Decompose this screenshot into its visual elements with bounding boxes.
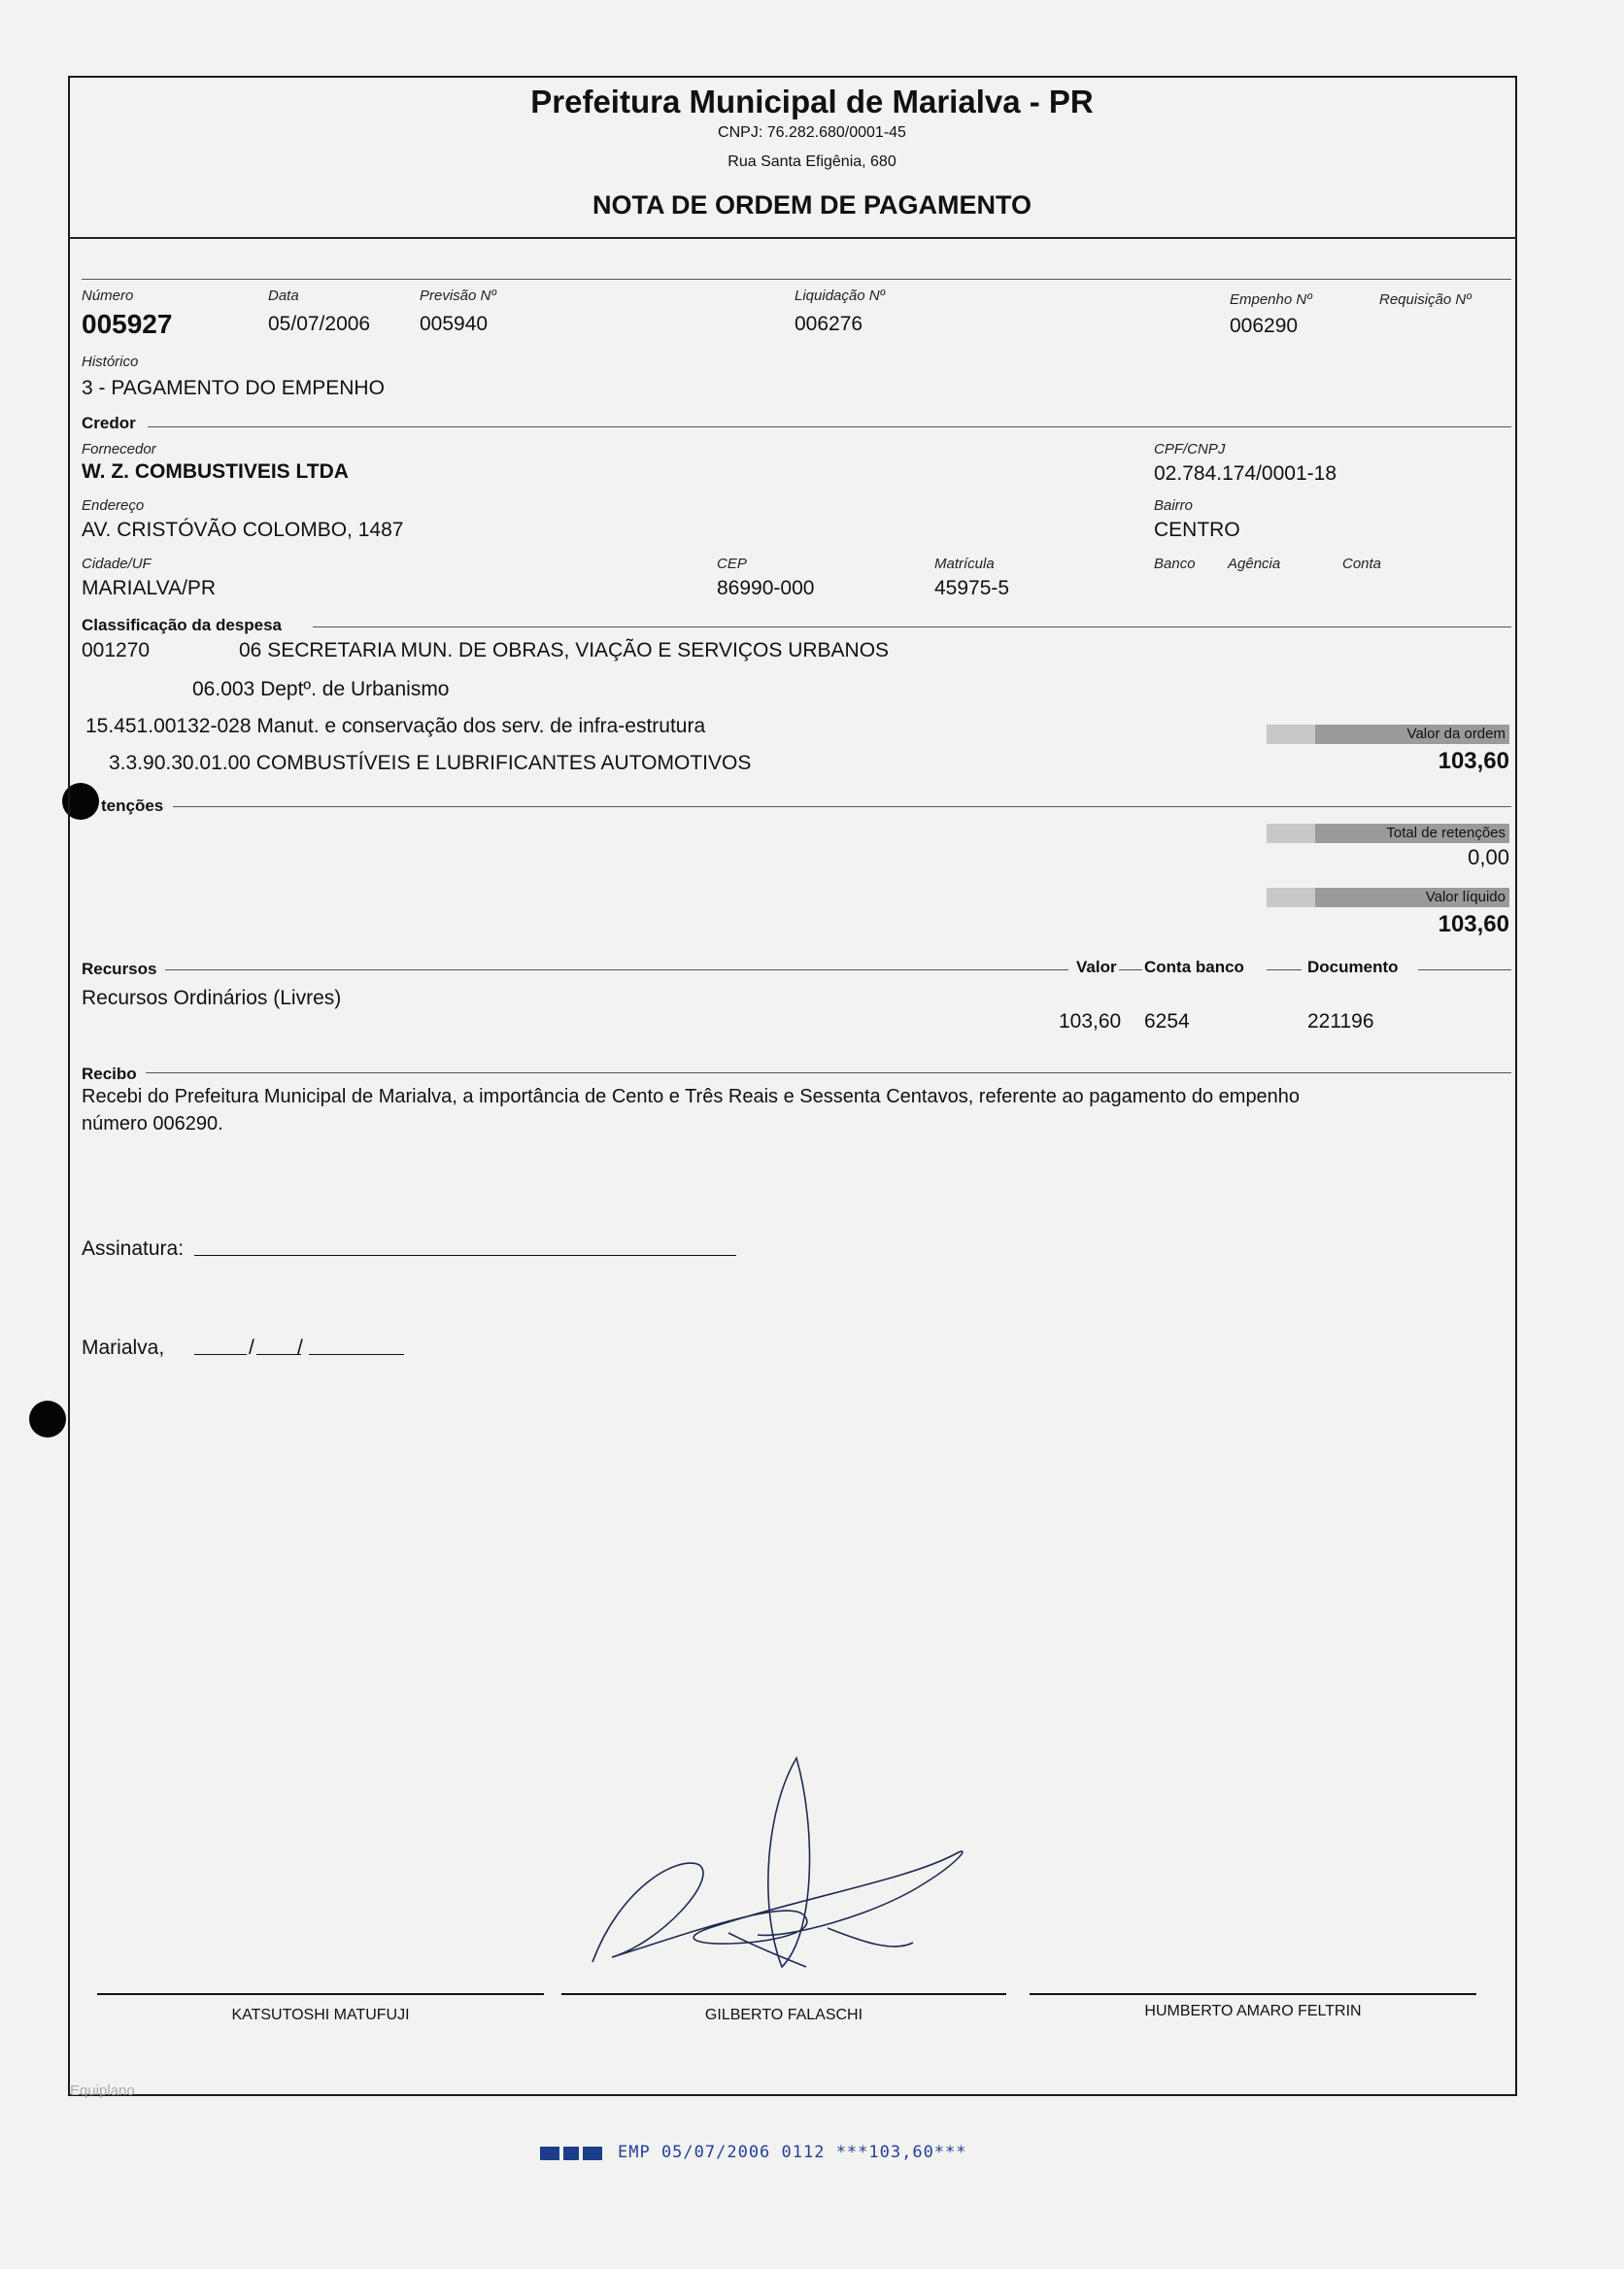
credor-divider <box>148 426 1511 427</box>
historico-label: Histórico <box>82 354 139 370</box>
valor-liquido-label: Valor líquido <box>1425 889 1506 905</box>
recibo-divider <box>146 1072 1511 1073</box>
valor-ordem-bar <box>1267 725 1509 744</box>
previsao-value: 005940 <box>420 313 489 335</box>
date-slash-2: / <box>297 1337 303 1359</box>
endereco-label: Endereço <box>82 497 145 514</box>
date-year-line <box>309 1354 404 1355</box>
empenho-value: 006290 <box>1230 315 1299 337</box>
recursos-descricao: Recursos Ordinários (Livres) <box>82 987 342 1009</box>
credor-section-title: Credor <box>82 414 136 432</box>
programa-value: 15.451.00132-028 Manut. e conservação dos serv. de infra-estrutura <box>85 715 706 737</box>
recursos-section-title: Recursos <box>82 960 157 978</box>
cep-value: 86990-000 <box>717 577 815 599</box>
cpf-value: 02.784.174/0001-18 <box>1154 462 1337 485</box>
bairro-label: Bairro <box>1154 497 1194 514</box>
fornecedor-value: W. Z. COMBUSTIVEIS LTDA <box>82 460 349 483</box>
punch-hole-bottom <box>29 1401 66 1438</box>
recursos-divider-left <box>165 969 1068 970</box>
conta-banco-label: Conta banco <box>1144 958 1244 976</box>
endereco-value: AV. CRISTÓVÃO COLOMBO, 1487 <box>82 519 404 541</box>
signatory-center: GILBERTO FALASCHI <box>704 2007 863 2023</box>
matricula-value: 45975-5 <box>934 577 1010 599</box>
retencoes-divider <box>173 806 1511 807</box>
processing-stamp: EMP 05/07/2006 0112 ***103,60*** <box>618 2143 967 2162</box>
recursos-documento: 221196 <box>1307 1010 1374 1033</box>
recibo-text-line2: número 006290. <box>82 1113 223 1134</box>
signature-line-left <box>97 1993 544 1995</box>
elemento-value: 3.3.90.30.01.00 COMBUSTÍVEIS E LUBRIFICANTES AUTOMOTIVOS <box>109 752 752 774</box>
recursos-valor-label: Valor <box>1076 958 1117 976</box>
address-line: Rua Santa Efigênia, 680 <box>727 153 897 170</box>
cpf-label: CPF/CNPJ <box>1154 441 1226 457</box>
secretaria-value: 06 SECRETARIA MUN. DE OBRAS, VIAÇÃO E SERVIÇOS URBANOS <box>239 639 890 661</box>
cnpj-line: CNPJ: 76.282.680/0001-45 <box>718 124 906 141</box>
date-month-line <box>256 1354 301 1355</box>
software-watermark: Equiplano <box>70 2083 135 2099</box>
recursos-divider-mid <box>1119 969 1142 970</box>
recibo-text-line1: Recebi do Prefeitura Municipal de Marialva, a importância de Cento e Três Reais e Sessenta Centavos, referente ao pagamento do empenho <box>82 1086 1301 1107</box>
cidade-label: Cidade/UF <box>82 556 152 572</box>
cep-label: CEP <box>717 556 747 572</box>
previsao-label: Previsão Nº <box>420 288 496 304</box>
recursos-divider-right <box>1418 969 1511 970</box>
local-data-label: Marialva, <box>82 1337 165 1359</box>
retencoes-section-title: tenções <box>101 796 164 815</box>
historico-value: 3 - PAGAMENTO DO EMPENHO <box>82 377 385 399</box>
fornecedor-label: Fornecedor <box>82 441 156 457</box>
assinatura-line <box>194 1255 736 1256</box>
departamento-value: 06.003 Deptº. de Urbanismo <box>192 678 450 700</box>
date-slash-1: / <box>249 1337 254 1359</box>
ids-divider <box>82 279 1511 280</box>
requisicao-label: Requisição Nº <box>1379 291 1472 308</box>
conta-label: Conta <box>1342 556 1382 572</box>
header-divider <box>68 237 1517 239</box>
cidade-value: MARIALVA/PR <box>82 577 217 599</box>
signature-line-right <box>1030 1993 1476 1995</box>
valor-liquido-bar <box>1267 888 1509 907</box>
page-title: Prefeitura Municipal de Marialva - PR <box>530 84 1094 119</box>
matricula-label: Matrícula <box>934 556 995 572</box>
recursos-conta-banco: 6254 <box>1144 1010 1190 1033</box>
total-retencoes-bar <box>1267 824 1509 843</box>
recibo-section-title: Recibo <box>82 1065 137 1083</box>
handwritten-signature <box>573 1748 1000 2040</box>
total-retencoes-label: Total de retenções <box>1386 825 1506 841</box>
banco-label: Banco <box>1154 556 1196 572</box>
recursos-divider-mid2 <box>1267 969 1302 970</box>
stamp-logo-icon <box>540 2145 608 2162</box>
signatory-right: HUMBERTO AMARO FELTRIN <box>1144 2003 1362 2019</box>
numero-value: 005927 <box>82 309 173 339</box>
agencia-label: Agência <box>1228 556 1281 572</box>
data-value: 05/07/2006 <box>268 313 371 335</box>
signatory-left: KATSUTOSHI MATUFUJI <box>231 2007 410 2023</box>
classificacao-code: 001270 <box>82 639 151 661</box>
signature-line-center <box>561 1993 1006 1995</box>
liquidacao-label: Liquidação Nº <box>795 288 886 304</box>
data-label: Data <box>268 288 299 304</box>
valor-liquido-value: 103,60 <box>1438 911 1509 937</box>
empenho-label: Empenho Nº <box>1230 291 1312 308</box>
document-title: NOTA DE ORDEM DE PAGAMENTO <box>592 190 1032 220</box>
numero-label: Número <box>82 288 134 304</box>
date-day-line <box>194 1354 247 1355</box>
liquidacao-value: 006276 <box>795 313 863 335</box>
valor-ordem-label: Valor da ordem <box>1406 726 1506 742</box>
recursos-valor: 103,60 <box>1059 1010 1122 1033</box>
assinatura-label: Assinatura: <box>82 1237 185 1260</box>
bairro-value: CENTRO <box>1154 519 1240 541</box>
total-retencoes-value: 0,00 <box>1468 845 1509 869</box>
valor-ordem-value: 103,60 <box>1438 748 1509 774</box>
classificacao-section-title: Classificação da despesa <box>82 616 283 634</box>
documento-label: Documento <box>1307 958 1399 976</box>
